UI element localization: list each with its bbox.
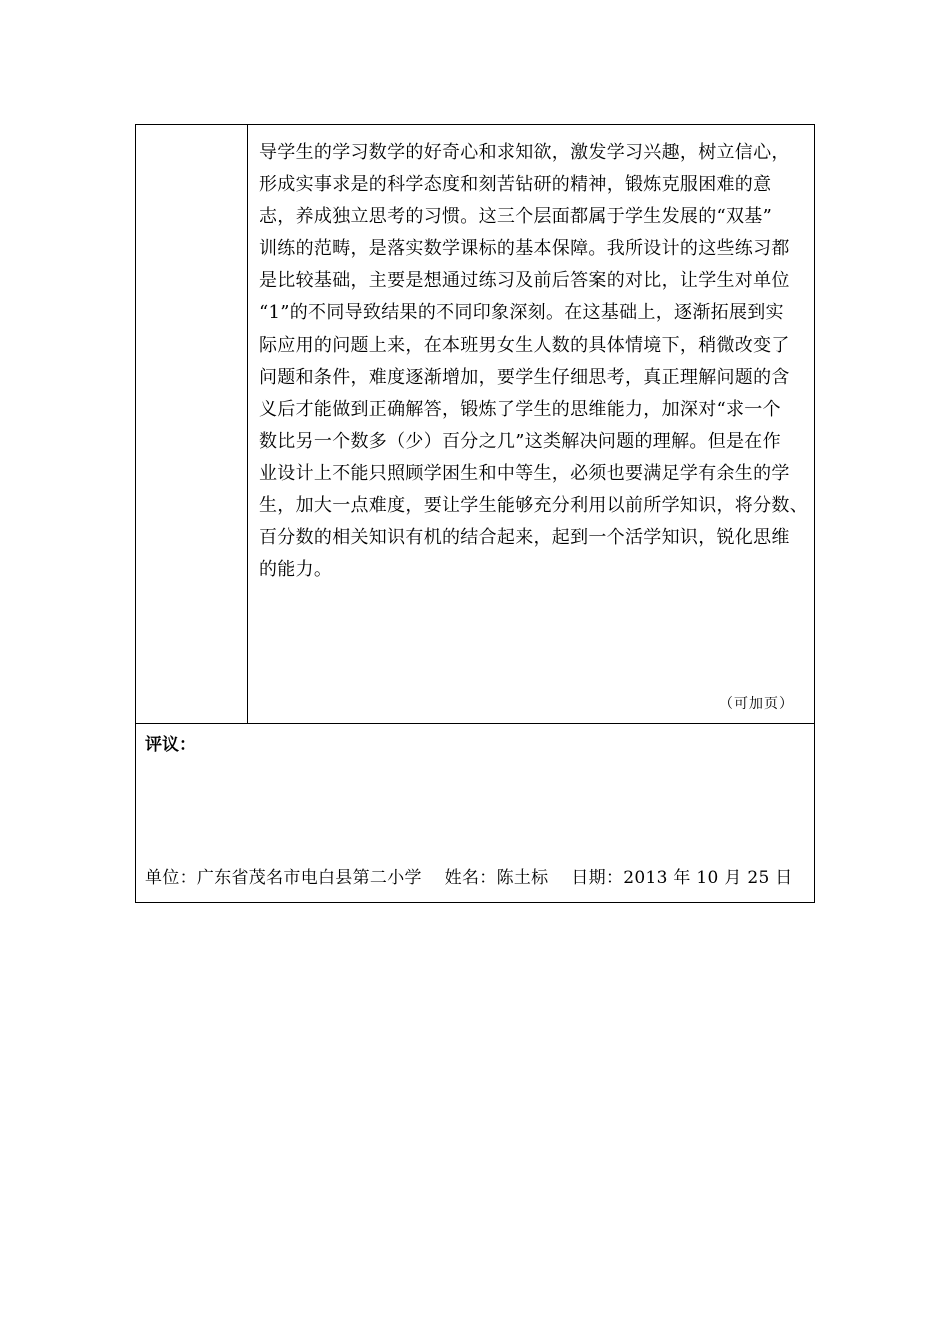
body-line: 生，加大一点难度，要让学生能够充分利用以前所学知识，将分数、 xyxy=(259,495,808,517)
body-line: 导学生的学习数学的好奇心和求知欲，激发学习兴趣，树立信心， xyxy=(259,142,790,163)
more-pages-note: （可加页） xyxy=(719,696,794,712)
footer-date: 日期：2013 年 10 月 25 日 xyxy=(571,868,793,888)
comment-label: 评议： xyxy=(145,735,196,755)
body-paragraph xyxy=(259,137,807,586)
body-line: “1”的不同导致结果的不同印象深刻。在这基础上，逐渐拓展到实 xyxy=(259,302,784,324)
body-line: 义后才能做到正确解答，锻炼了学生的思维能力，加深对“求一个 xyxy=(259,398,781,420)
body-line: 是比较基础，主要是想通过练习及前后答案的对比，让学生对单位 xyxy=(259,270,790,292)
content-row xyxy=(136,125,814,724)
document-table xyxy=(135,124,815,903)
footer-name: 姓名：陈土标 xyxy=(444,868,549,888)
body-line: 志，养成独立思考的习惯。这三个层面都属于学生发展的“双基” xyxy=(259,206,773,228)
body-line: 的能力。 xyxy=(259,559,333,581)
left-label-cell xyxy=(136,125,248,723)
body-line: 际应用的问题上来，在本班男女生人数的具体情境下，稍微改变了 xyxy=(259,334,790,356)
body-line: 数比另一个数多（少）百分之几”这类解决问题的理解。但是在作 xyxy=(259,430,781,452)
body-line: 问题和条件，难度逐渐增加，要学生仔细思考，真正理解问题的含 xyxy=(259,366,790,388)
body-line: 训练的范畴，是落实数学课标的基本保障。我所设计的这些练习都 xyxy=(259,238,790,260)
body-line: 形成实事求是的科学态度和刻苦钻研的精神，锻炼克服困难的意 xyxy=(259,174,772,196)
footer-unit: 单位：广东省茂名市电白县第二小学 xyxy=(145,868,422,888)
body-line: 业设计上不能只照顾学困生和中等生，必须也要满足学有余生的学 xyxy=(259,462,790,484)
footer-signature xyxy=(145,863,793,888)
body-line: 百分数的相关知识有机的结合起来，起到一个活学知识，锐化思维 xyxy=(259,527,790,549)
